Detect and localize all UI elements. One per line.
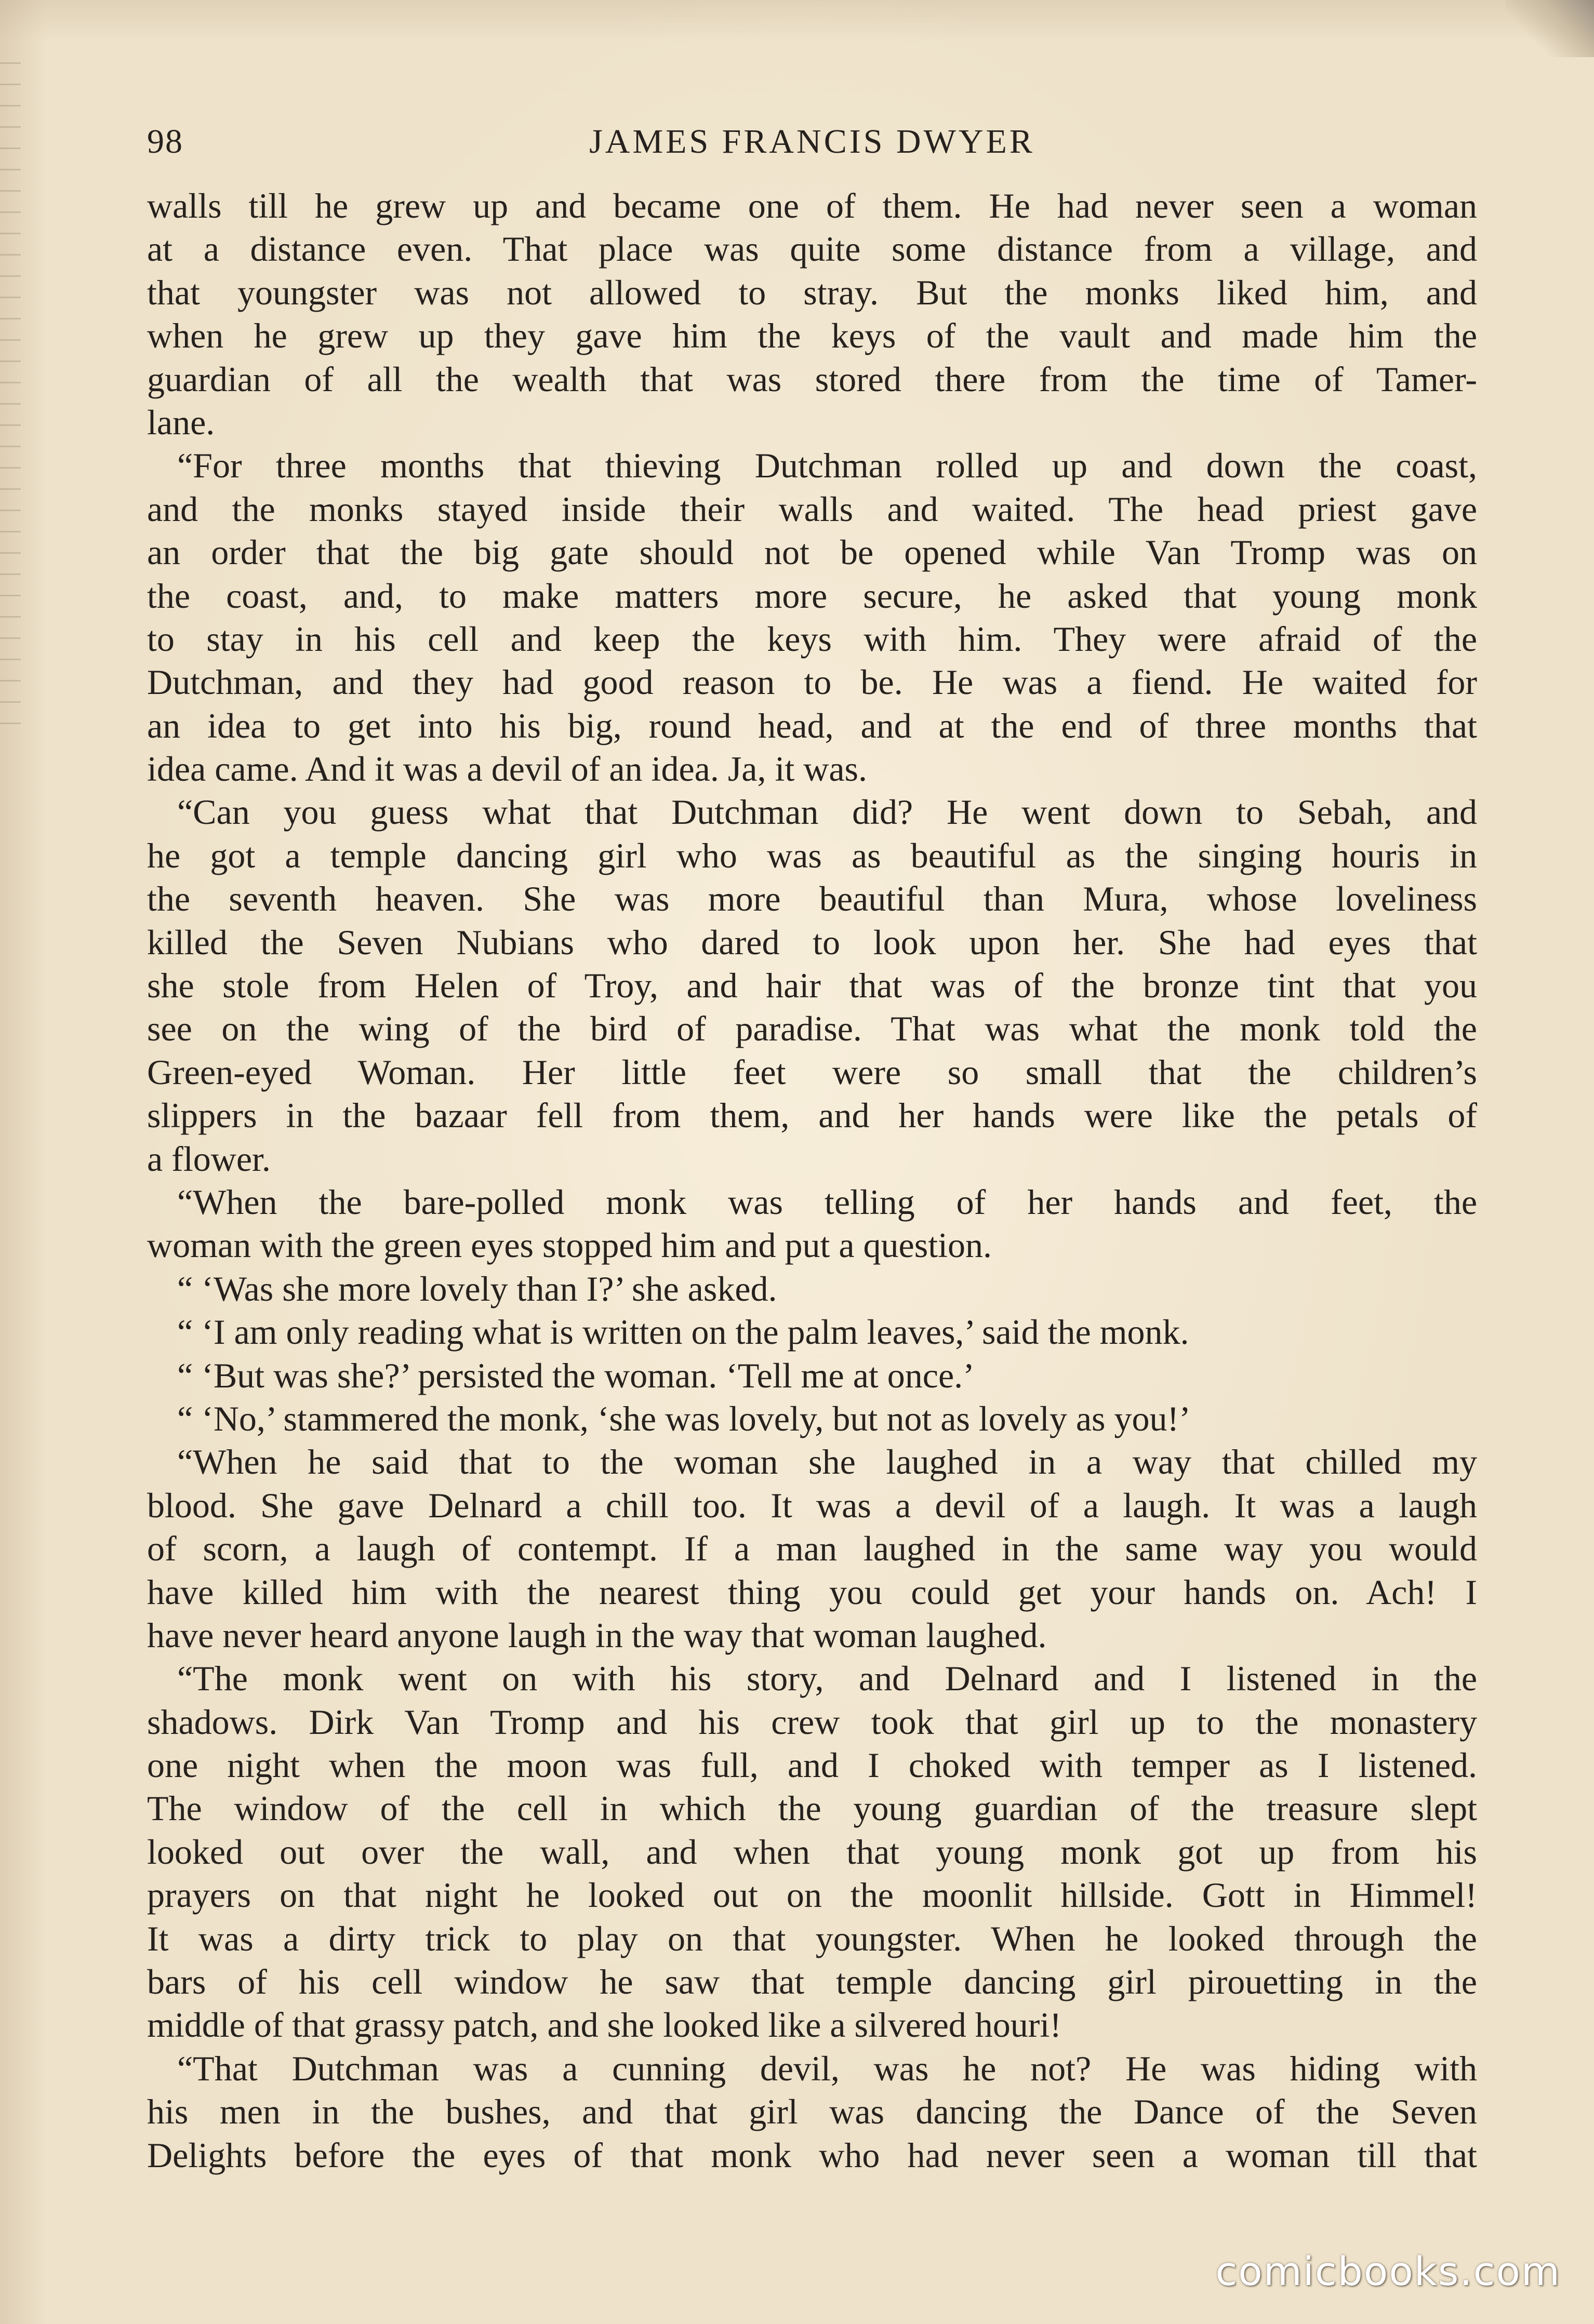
text-line: “That Dutchman was a cunning devil, was he not? He was hiding with	[177, 2048, 1477, 2088]
text-line: one night when the moon was full, and I choked with temper as I listened.	[147, 1745, 1477, 1785]
page-number: 98	[147, 123, 183, 161]
text-line: “ ‘I am only reading what is written on the palm leaves,’ said the monk.	[177, 1312, 1189, 1352]
text-line: “For three months that thieving Dutchman rolled up and down the coast,	[177, 446, 1477, 486]
body-text	[147, 184, 1477, 2177]
text-line: she stole from Helen of Troy, and hair that was of the bronze tint that you	[147, 966, 1477, 1006]
text-line: blood. She gave Delnard a chill too. It was a devil of a laugh. It was a laugh	[147, 1485, 1477, 1525]
text-line: Green-eyed Woman. Her little feet were so small that the children’s	[147, 1052, 1477, 1092]
text-line: to stay in his cell and keep the keys with him. They were afraid of the	[147, 619, 1477, 659]
text-line: slippers in the bazaar fell from them, and her hands were like the petals of	[147, 1096, 1477, 1136]
text-line: the coast, and, to make matters more secure, he asked that young monk	[147, 576, 1477, 616]
text-line: bars of his cell window he saw that temple dancing girl pirouetting in the	[147, 1962, 1477, 2002]
text-line: he got a temple dancing girl who was as beautiful as the singing houris in	[147, 835, 1477, 875]
worn-corner	[1506, 0, 1594, 57]
text-line: see on the wing of the bird of paradise. That was what the monk told the	[147, 1009, 1477, 1049]
text-line: “Can you guess what that Dutchman did? He went down to Sebah, and	[177, 792, 1477, 832]
text-line: Dutchman, and they had good reason to be. He was a fiend. He waited for	[147, 662, 1477, 702]
text-line: “ ‘But was she?’ persisted the woman. ‘Tell me at once.’	[177, 1355, 975, 1395]
text-line: “When he said that to the woman she laughed in a way that chilled my	[177, 1442, 1477, 1482]
text-line: a flower.	[147, 1139, 271, 1179]
text-line: when he grew up they gave him the keys of the vault and made him the	[147, 316, 1477, 356]
text-line: The window of the cell in which the young guardian of the treasure slept	[147, 1788, 1477, 1828]
text-line: woman with the green eyes stopped him and put a question.	[147, 1225, 992, 1265]
text-line: shadows. Dirk Van Tromp and his crew took that girl up to the monastery	[147, 1702, 1477, 1742]
text-line: have never heard anyone laugh in the way that woman laughed.	[147, 1615, 1047, 1655]
text-line: It was a dirty trick to play on that youngster. When he looked through the	[147, 1918, 1477, 1958]
text-line: Delights before the eyes of that monk who had never seen a woman till that	[147, 2135, 1477, 2175]
running-head: JAMES FRANCIS DWYER	[589, 123, 1035, 161]
text-line: of scorn, a laugh of contempt. If a man laughed in the same way you would	[147, 1529, 1477, 1569]
text-line: killed the Seven Nubians who dared to look upon her. She had eyes that	[147, 922, 1477, 962]
page-header	[147, 118, 1477, 165]
text-line: and the monks stayed inside their walls and waited. The head priest gave	[147, 489, 1477, 529]
text-line: prayers on that night he looked out on the moonlit hillside. Gott in Himmel!	[147, 1875, 1477, 1915]
text-line: his men in the bushes, and that girl was dancing the Dance of the Seven	[147, 2092, 1477, 2132]
text-line: an idea to get into his big, round head, and at the end of three months that	[147, 705, 1477, 745]
text-line: an order that the big gate should not be opened while Van Tromp was on	[147, 532, 1477, 572]
text-line: looked out over the wall, and when that young monk got up from his	[147, 1832, 1477, 1872]
text-line: “When the bare-polled monk was telling of her hands and feet, the	[177, 1182, 1477, 1222]
text-line: walls till he grew up and became one of them. He had never seen a woman	[147, 186, 1477, 225]
text-line: “ ‘No,’ stammered the monk, ‘she was lovely, but not as lovely as you!’	[177, 1398, 1191, 1438]
text-line: middle of that grassy patch, and she looked like a silvered houri!	[147, 2005, 1061, 2045]
text-line: idea came. And it was a devil of an idea. Ja, it was.	[147, 749, 867, 789]
text-line: at a distance even. That place was quite some distance from a village, and	[147, 229, 1477, 269]
text-line: “ ‘Was she more lovely than I?’ she asked.	[177, 1268, 777, 1308]
watermark: comicbooks.com	[1215, 2248, 1561, 2294]
text-line: guardian of all the wealth that was stored there from the time of Tamer-	[147, 359, 1477, 399]
text-line: “The monk went on with his story, and Delnard and I listened in the	[177, 1659, 1477, 1699]
text-line: the seventh heaven. She was more beautiful than Mura, whose loveliness	[147, 879, 1477, 919]
text-line: that youngster was not allowed to stray. But the monks liked him, and	[147, 272, 1477, 312]
text-line: lane.	[147, 402, 215, 442]
text-line: have killed him with the nearest thing you could get your hands on. Ach! I	[147, 1572, 1477, 1612]
binding-edge	[0, 62, 21, 738]
